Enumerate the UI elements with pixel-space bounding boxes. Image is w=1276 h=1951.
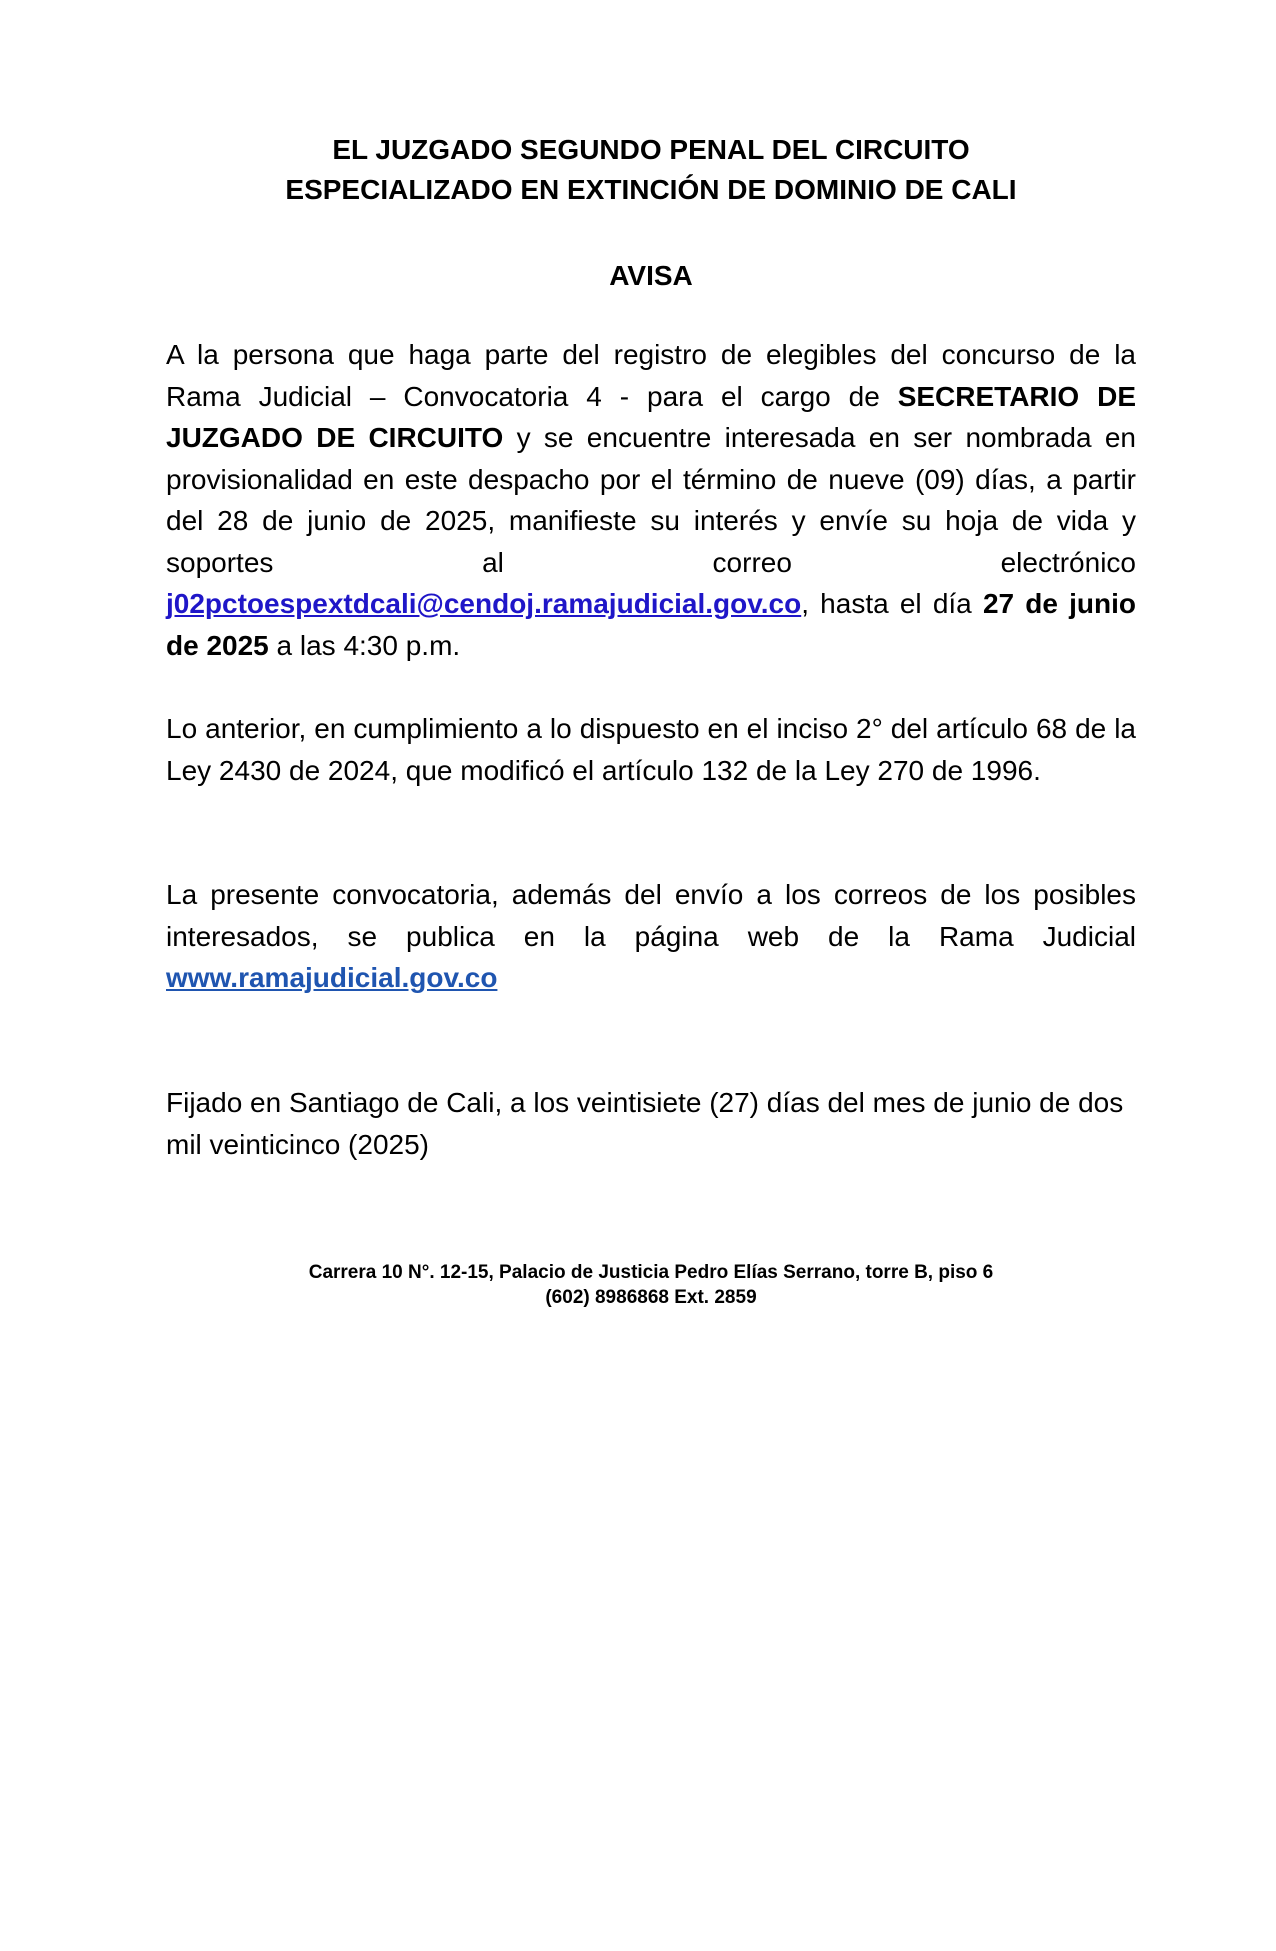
legal-basis-paragraph: Lo anterior, en cumplimiento a lo dispuesto en el inciso 2° del artículo 68 de la Ley 2430 de 2024, que modificó el artículo 132 de la Ley 270 de 1996. <box>166 713 1136 786</box>
email-link[interactable]: j02pctoespextdcali@cendoj.ramajudicial.gov.co <box>166 588 802 619</box>
website-link[interactable]: www.ramajudicial.gov.co <box>166 962 498 993</box>
title-line-1: EL JUZGADO SEGUNDO PENAL DEL CIRCUITO <box>332 134 970 165</box>
notice-text-b: y se encuentre interesada en ser nombrada en provisionalidad en este despacho por el término de nueve (09) días, a partir del 28 de junio de 2025, manifieste su interés y envíe su hoja de vida y soportes al correo electrónico <box>166 422 1136 578</box>
notice-text-a: A la persona que haga parte del registro de elegibles del concurso de la Rama Judicial – Convocatoria 4 - para el cargo de <box>166 339 1136 412</box>
notice-text-c: , hasta el día <box>801 588 983 619</box>
deadline-date: 27 de junio de 2025 <box>166 588 1137 661</box>
document-title <box>166 130 1136 210</box>
notice-paragraph <box>166 334 1136 666</box>
notice-text-d: a las 4:30 p.m. <box>268 629 461 661</box>
footer-address: Carrera 10 N°. 12-15, Palacio de Justicia Pedro Elías Serrano, torre B, piso 6 <box>308 1262 994 1283</box>
posting-date-paragraph: Fijado en Santiago de Cali, a los veintisiete (27) días del mes de junio de dos mil veinticinco (2025) <box>166 1087 1124 1160</box>
publication-paragraph <box>166 874 1136 999</box>
footer-phone: (602) 8986868 Ext. 2859 <box>545 1287 757 1308</box>
avisa-heading: AVISA <box>609 260 693 291</box>
position-title: SECRETARIO DE JUZGADO DE CIRCUITO <box>166 380 1137 453</box>
title-line-2: ESPECIALIZADO EN EXTINCIÓN DE DOMINIO DE CALI <box>285 174 1017 205</box>
publication-text: La presente convocatoria, además del envío a los correos de los posibles interesados, se publica en la página web de la Rama Judicial <box>166 879 1136 952</box>
